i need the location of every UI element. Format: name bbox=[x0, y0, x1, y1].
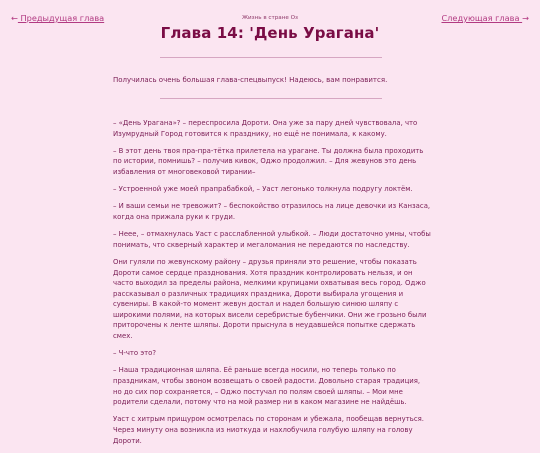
divider-top bbox=[160, 57, 382, 58]
paragraph: – Устроенной уже моей прапрабабкой, – Уаст легонько толкнула подругу локтём. bbox=[113, 185, 413, 194]
paragraph: – Ч-что это? bbox=[113, 349, 157, 358]
chapter-text bbox=[113, 118, 431, 453]
paragraph: – И ваши семьи не тревожит? – беспокойство отразилось на лице девочки из Канзаса, когда она прижала руки к груди. bbox=[113, 202, 431, 221]
prev-chapter-label: Предыдущая глава bbox=[20, 13, 105, 23]
paragraph: Они гуляли по жевунскому району – друзья приняли это решение, чтобы показать Дороти самое сердце празднования. Хотя праздник контролировать нельзя, и он часто выходил за пределы района, мелкими крупицами охватывая весь город. Оджо рассказывал о различных традициях праздника, Дороти выбирала угощения и сувениры. В какой-то момент жевун достал и надел большую синюю шляпу с широкими полями, на которых висели серебристые бубенчики. Они же грозьно были приторочены к ленте шляпы. Дороти прыснула в неудавшейся попытке сдержать смех. bbox=[113, 257, 427, 341]
paragraph: – В этот день твоя пра-пра-тётка прилетела на урагане. Ты должна была проходить по истории, помнишь? – получив кивок, Оджо продолжил. – Для жевунов это день избавления от многовековой тирании– bbox=[113, 146, 424, 176]
paragraph: Уаст с хитрым прищуром осмотрелась по сторонам и убежала, пообещав вернуться. Через минуту она возникла из ниоткуда и нахлобучила голубую шляпу на голову Дороти. bbox=[113, 415, 424, 445]
arrow-left-icon: ← bbox=[11, 13, 18, 23]
book-title: Жизнь в стране Оз bbox=[241, 15, 298, 21]
paragraph: – Неее, – отмахнулась Уаст с расслабленной улыбкой. – Люди достаточно умны, чтобы понимать, что скверный характер и мегаломания не передаются по наследству. bbox=[113, 230, 431, 249]
chapter-title: Глава 14: 'День Урагана' bbox=[160, 24, 380, 42]
arrow-right-icon: → bbox=[522, 13, 529, 23]
next-chapter-label: Следующая глава bbox=[441, 13, 520, 23]
divider-bottom bbox=[160, 98, 382, 99]
paragraph: – Наша традиционная шляпа. Её раньше всегда носили, но теперь только по праздникам, чтобы звоном возвещать о своей радости. Довольно старая традиция, но до сих пор сохраняется, – Оджо постучал по полям своей шляпы. – Мои мне родители сделали, потому что на мой размер ни в каком магазине не найдёшь. bbox=[113, 366, 421, 407]
paragraph: – «День Урагана»? – переспросила Дороти. Она уже за пару дней чувствовала, что Изумрудный Город готовится к празднику, но ещё не понимала, к какому. bbox=[113, 119, 418, 138]
author-note: Получилась очень большая глава-спецвыпуск! Надеюсь, вам понравится. bbox=[113, 76, 388, 84]
